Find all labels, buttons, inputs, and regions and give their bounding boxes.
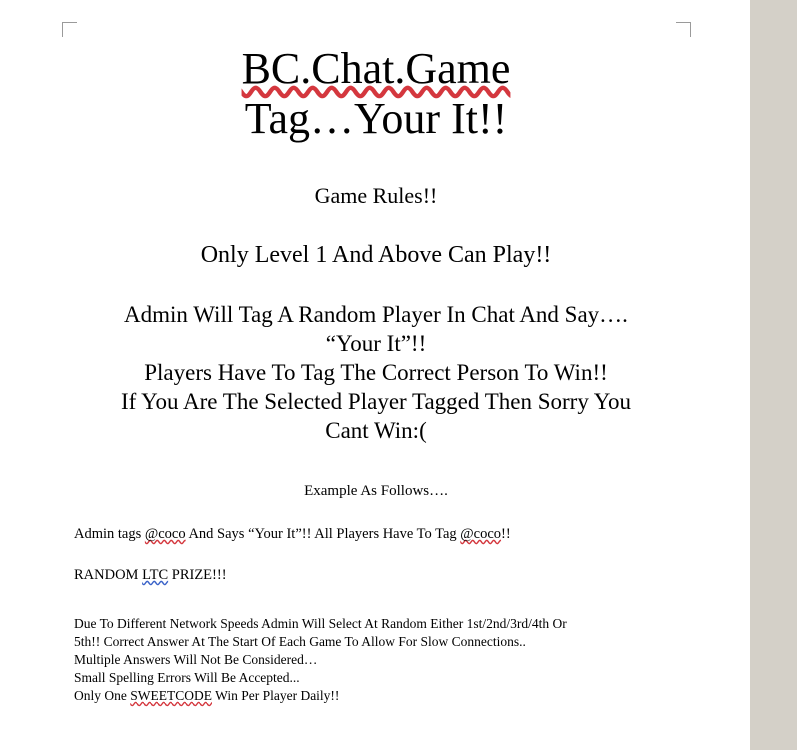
fineprint-last-line	[74, 687, 690, 705]
main-rule-line: Players Have To Tag The Correct Person To Win!!	[144, 360, 608, 385]
level-requirement: Only Level 1 And Above Can Play!!	[200, 242, 552, 268]
fineprint-line: Small Spelling Errors Will Be Accepted...	[74, 670, 300, 685]
main-rules	[62, 300, 690, 445]
example-line-suffix: !!	[501, 526, 511, 542]
prize-line	[62, 566, 690, 585]
fineprint-line: Multiple Answers Will Not Be Considered…	[74, 652, 318, 667]
main-rule-line: Admin Will Tag A Random Player In Chat And Say….	[124, 302, 628, 327]
main-rule-line: “Your It”!!	[325, 331, 427, 356]
fineprint-last-line-prefix: Only One	[74, 688, 131, 703]
example-line-prefix: Admin tags	[74, 526, 145, 542]
document-title-line-1-text: BC.Chat.Game	[241, 44, 511, 93]
main-rule-line: Cant Win:(	[325, 418, 427, 443]
sweetcode-token: SWEETCODE	[130, 688, 212, 703]
example-mention-second: @coco	[460, 526, 502, 542]
document-title-line-2	[62, 94, 690, 144]
fineprint-line: Due To Different Network Speeds Admin Will Select At Random Either 1st/2nd/3rd/4th Or	[74, 616, 567, 631]
main-rule-line: If You Are The Selected Player Tagged Then Sorry You	[120, 389, 632, 414]
rules-heading: Game Rules!!	[314, 183, 438, 208]
fineprint-block	[62, 615, 690, 705]
prize-line-prefix: RANDOM	[74, 567, 143, 583]
prize-line-suffix: PRIZE!!!	[168, 567, 227, 583]
example-mention-first: @coco	[144, 526, 186, 542]
fineprint-line: 5th!! Correct Answer At The Start Of Each Game To Allow For Slow Connections..	[74, 634, 526, 649]
document-content	[62, 34, 690, 705]
window-right-gutter	[750, 0, 797, 750]
fineprint-last-line-suffix: Win Per Player Daily!!	[212, 688, 340, 703]
prize-currency-token: LTC	[142, 567, 169, 583]
document-title-line-1	[62, 44, 690, 94]
example-line-middle: And Says “Your It”!! All Players Have To Tag	[185, 526, 461, 542]
example-line	[62, 525, 690, 544]
example-heading: Example As Follows….	[304, 483, 448, 499]
document-title-line-2-text: Tag…Your It!!	[244, 94, 508, 143]
